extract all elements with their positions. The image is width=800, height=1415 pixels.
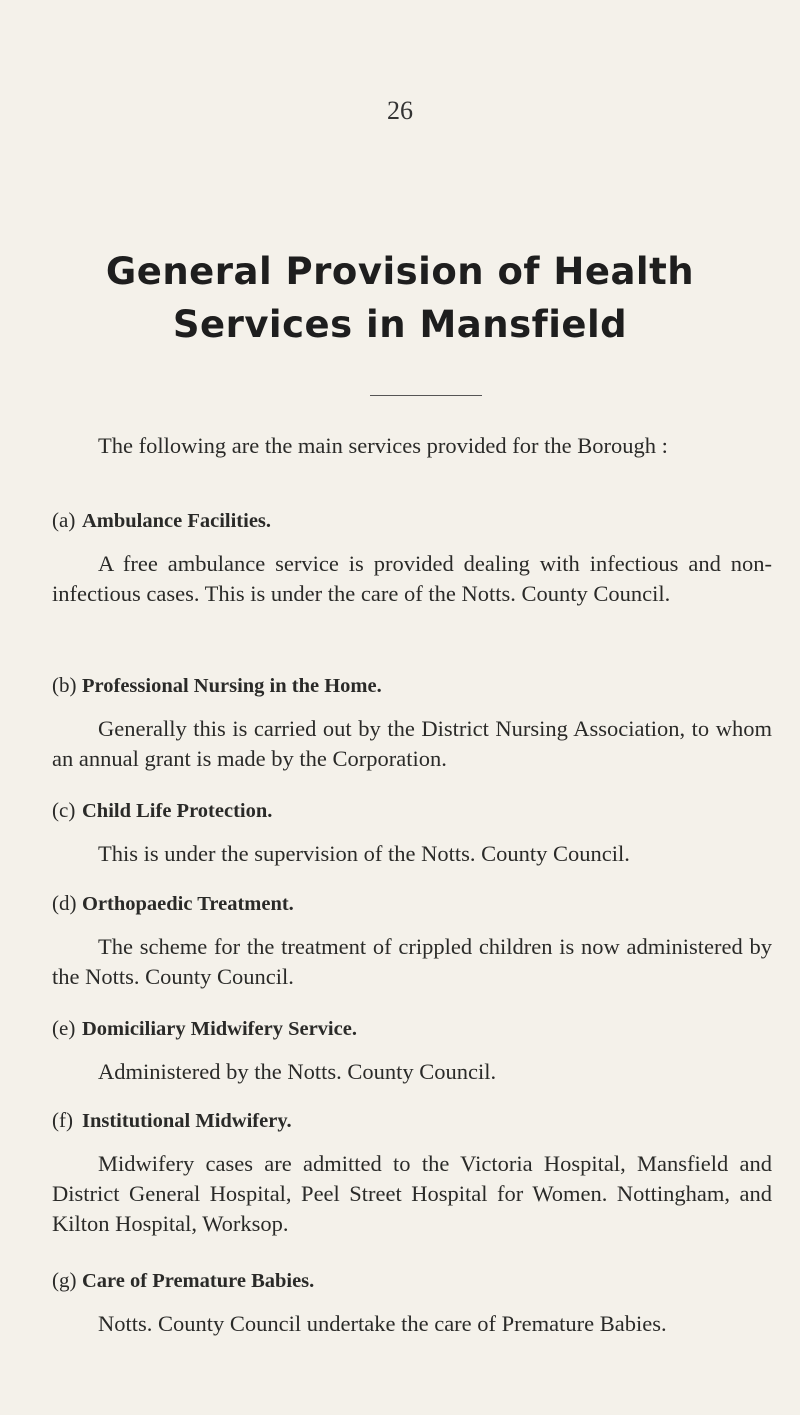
section-heading <box>52 506 772 535</box>
section-c <box>52 796 772 869</box>
section-body: Administered by the Notts. County Council. <box>98 1059 497 1084</box>
section-body: Notts. County Council undertake the care of Premature Babies. <box>98 1311 667 1336</box>
section-body: This is under the supervision of the Notts. County Council. <box>98 841 630 866</box>
section-heading-text: Ambulance Facilities. <box>82 510 272 532</box>
section-heading-text: Domiciliary Midwifery Service. <box>82 1018 357 1040</box>
title-line-2: Services in Mansfield <box>172 303 628 346</box>
section-f <box>52 1106 772 1239</box>
title-line-1: General Provision of Health <box>105 250 695 293</box>
section-d <box>52 889 772 992</box>
section-body: Generally this is carried out by the District Nursing Association, to whom an annual grant is made by the Corporation. <box>52 716 772 771</box>
section-g <box>52 1266 772 1339</box>
section-letter: (f) <box>52 1108 73 1132</box>
section-letter: (b) <box>52 673 77 697</box>
title-divider <box>370 395 482 396</box>
section-heading-text: Orthopaedic Treatment. <box>82 893 294 915</box>
intro-text: The following are the main services provided for the Borough : <box>98 433 668 458</box>
section-body: Midwifery cases are admitted to the Victoria Hospital, Mansfield and District General Hospital, Peel Street Hospital for Women. Nottingham, and Kilton Hospital, Worksop. <box>52 1151 772 1236</box>
page-title <box>0 245 800 351</box>
section-body: The scheme for the treatment of crippled children is now administered by the Notts. County Council. <box>52 934 772 989</box>
section-heading-text: Care of Premature Babies. <box>82 1270 315 1292</box>
section-heading-text: Child Life Protection. <box>82 800 273 822</box>
section-heading <box>52 889 772 918</box>
section-heading-text: Institutional Midwifery. <box>82 1110 292 1132</box>
section-letter: (c) <box>52 798 76 822</box>
section-heading <box>52 1266 772 1295</box>
section-heading <box>52 671 772 700</box>
section-body: A free ambulance service is provided dealing with infectious and non-infectious cases. This is under the care of the Notts. County Council. <box>52 551 772 606</box>
section-letter: (a) <box>52 508 76 532</box>
section-heading <box>52 1014 772 1043</box>
section-letter: (g) <box>52 1268 77 1292</box>
section-letter: (e) <box>52 1016 76 1040</box>
section-letter: (d) <box>52 891 77 915</box>
section-heading <box>52 1106 772 1135</box>
section-b <box>52 671 772 774</box>
section-e <box>52 1014 772 1087</box>
section-a <box>52 506 772 609</box>
section-heading <box>52 796 772 825</box>
page-number: 26 <box>387 96 413 125</box>
section-heading-text: Professional Nursing in the Home. <box>82 675 382 697</box>
